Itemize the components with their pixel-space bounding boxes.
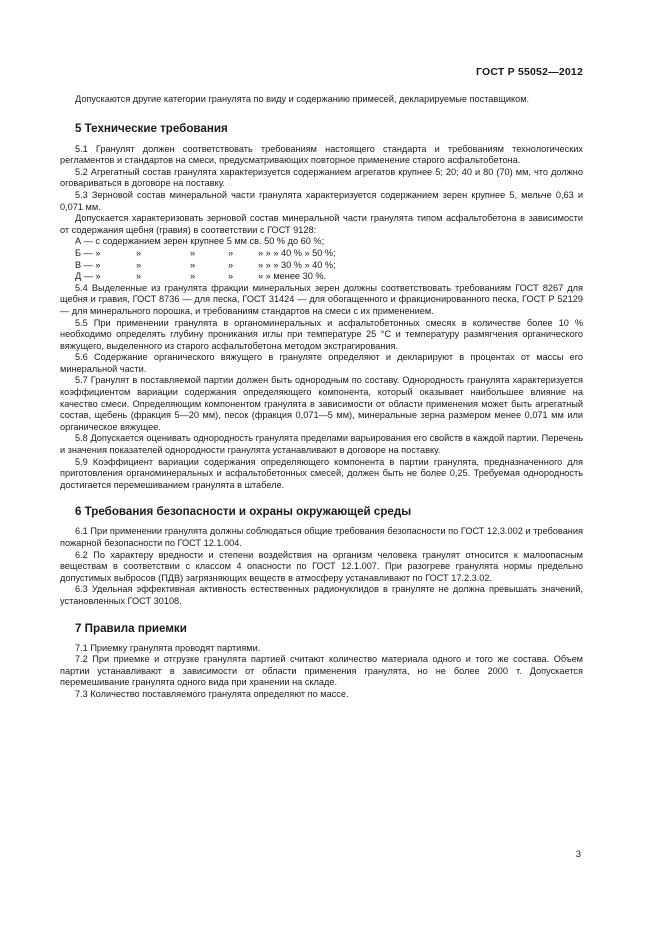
paragraph-5-3: 5.3 Зерновой состав минеральной части гранулята характеризуется содержанием зерен крупнее 5, мельче 0,63 и 0,071 мм. — [60, 189, 583, 212]
category-v-ditto: » — [190, 259, 196, 270]
category-d-label: Д — » — [75, 271, 101, 282]
paragraph-5-5: 5.5 При применении гранулята в органоминеральных и асфальтобетонных смесях в количестве более 10 % необходимо определять глубину проникания иглы при температуре 25 °С и температуру размягчения органического вяжущего, выделенного из старого асфальтобетона методом экстрагирования. — [60, 317, 583, 351]
section-5-title: 5 Технические требования — [75, 121, 228, 135]
paragraph-7-3: 7.3 Количество поставляемого гранулята определяют по массе. — [75, 688, 349, 699]
section-7-title: 7 Правила приемки — [75, 621, 187, 635]
document-body — [60, 94, 583, 701]
paragraph-6-2: 6.2 По характеру вредности и степени воздействия на организм человека гранулят относится к малоопасным веществам в соответствии с классом 4 опасности по ГОСТ 12.1.007. При разогреве гранулята нормы предельно допустимых выбросов (ПДВ) загрязняющих веществ в атмосферу устанавливают по ГОСТ 17.2.3.02. — [60, 549, 583, 583]
category-d-ditto: » — [190, 271, 196, 282]
paragraph-5-3-continued: Допускается характеризовать зерновой состав минеральной части гранулята типом асфальтобетона в зависимости от содержания щебня (гравия) в соответствии с ГОСТ 9128: — [60, 213, 583, 235]
page-number: 3 — [575, 849, 581, 860]
paragraph-6-3: 6.3 Удельная эффективная активность естественных радионуклидов в грануляте не должна превышать значений, установленных ГОСТ 30108. — [60, 584, 583, 606]
paragraph-5-9: 5.9 Коэффициент вариации содержания определяющего компонента в партии гранулята, предназначенного для приготовления органоминеральных и асфальтобетонных смесей, должен быть не более 0,25. Требуемая однородность достигается перемешиванием гранулята в штабеле. — [60, 456, 583, 490]
category-b-label: Б — » — [75, 247, 101, 258]
paragraph-5-1: 5.1 Гранулят должен соответствовать требованиям настоящего стандарта и требованиям технологических регламентов и стандартов на смеси, предусматривающих повторное применение старого асфальтобетона. — [60, 143, 583, 166]
category-b-ditto: » — [228, 247, 234, 258]
paragraph-5-4: 5.4 Выделенные из гранулята фракции минеральных зерен должны соответствовать требованиям ГОСТ 8267 для щебня и гравия, ГОСТ 8736 — для песка, ГОСТ 31424 — для обогащенного и фракционированного песка, ГОСТ Р 52129 — для минерального порошка, и требованиям стандартов на смеси с их применением. — [60, 282, 583, 316]
paragraph-7-2: 7.2 При приемке и отгрузке гранулята партией считают количество материала одного и того же состава. Объем партии устанавливают в зависимости от области применения гранулята, но не более 2000 т. Допускается перемешивание гранулята одного вида при хранении на складе. — [60, 654, 583, 688]
category-a — [60, 236, 583, 248]
paragraph-5-6: 5.6 Содержание органического вяжущего в грануляте определяют и декларируют в процентах от массы его минеральной части. — [60, 352, 583, 374]
category-d-text: » » менее 30 %. — [258, 271, 327, 282]
category-a-text: А — с содержанием зерен крупнее 5 мм св. 50 % до 60 %; — [75, 236, 325, 247]
paragraph-5-7: 5.7 Гранулят в поставляемой партии должен быть однородным по составу. Однородность гранулята характеризуется коэффициентом вариации содержания определяющего компонента, который оказывает наибольшее влияние на качество смеси. Определяющим компонентом гранулята в зависимости от области применения может быть агрегатный состав, щебень (фракция 5—20 мм), песок (фракция 0,071—5 мм), минеральные зерна размером менее 0,071 мм или органическое вяжущее. — [60, 375, 583, 432]
category-b — [60, 248, 583, 260]
category-v-ditto: » — [136, 259, 142, 270]
paragraph-5-2: 5.2 Агрегатный состав гранулята характеризуется содержанием агрегатов крупнее 5; 20; 40 и 80 (70) мм, что должно оговариваться в договоре на поставку. — [60, 166, 583, 189]
paragraph-7-1: 7.1 Приемку гранулята проводят партиями. — [75, 642, 261, 653]
intro-paragraph: Допускаются другие категории гранулята по виду и содержанию примесей, декларируемые поставщиком. — [75, 94, 530, 104]
document-header: ГОСТ Р 55052—2012 — [475, 66, 583, 78]
category-v — [60, 260, 583, 272]
category-b-ditto: » — [190, 247, 196, 258]
paragraph-5-8: 5.8 Допускается оценивать однородность гранулята пределами варьирования его свойств в каждой партии. Перечень и значения показателей однородности гранулята устанавливают в договоре на поставку. — [60, 433, 583, 456]
paragraph-6-1: 6.1 При применении гранулята должны соблюдаться общие требования безопасности по ГОСТ 12.3.002 и требования пожарной безопасности по ГОСТ 12.1.004. — [60, 526, 583, 548]
category-v-label: В — » — [75, 259, 101, 270]
section-6-title: 6 Требования безопасности и охраны окружающей среды — [75, 505, 412, 519]
category-v-text: » » » 30 % » 40 %; — [258, 259, 336, 270]
category-d-ditto: » — [136, 271, 142, 282]
category-d-ditto: » — [228, 271, 234, 282]
category-b-ditto: » — [136, 247, 142, 258]
category-v-ditto: » — [228, 259, 234, 270]
category-b-text: » » » 40 % » 50 %; — [258, 247, 336, 258]
category-d — [60, 271, 583, 283]
